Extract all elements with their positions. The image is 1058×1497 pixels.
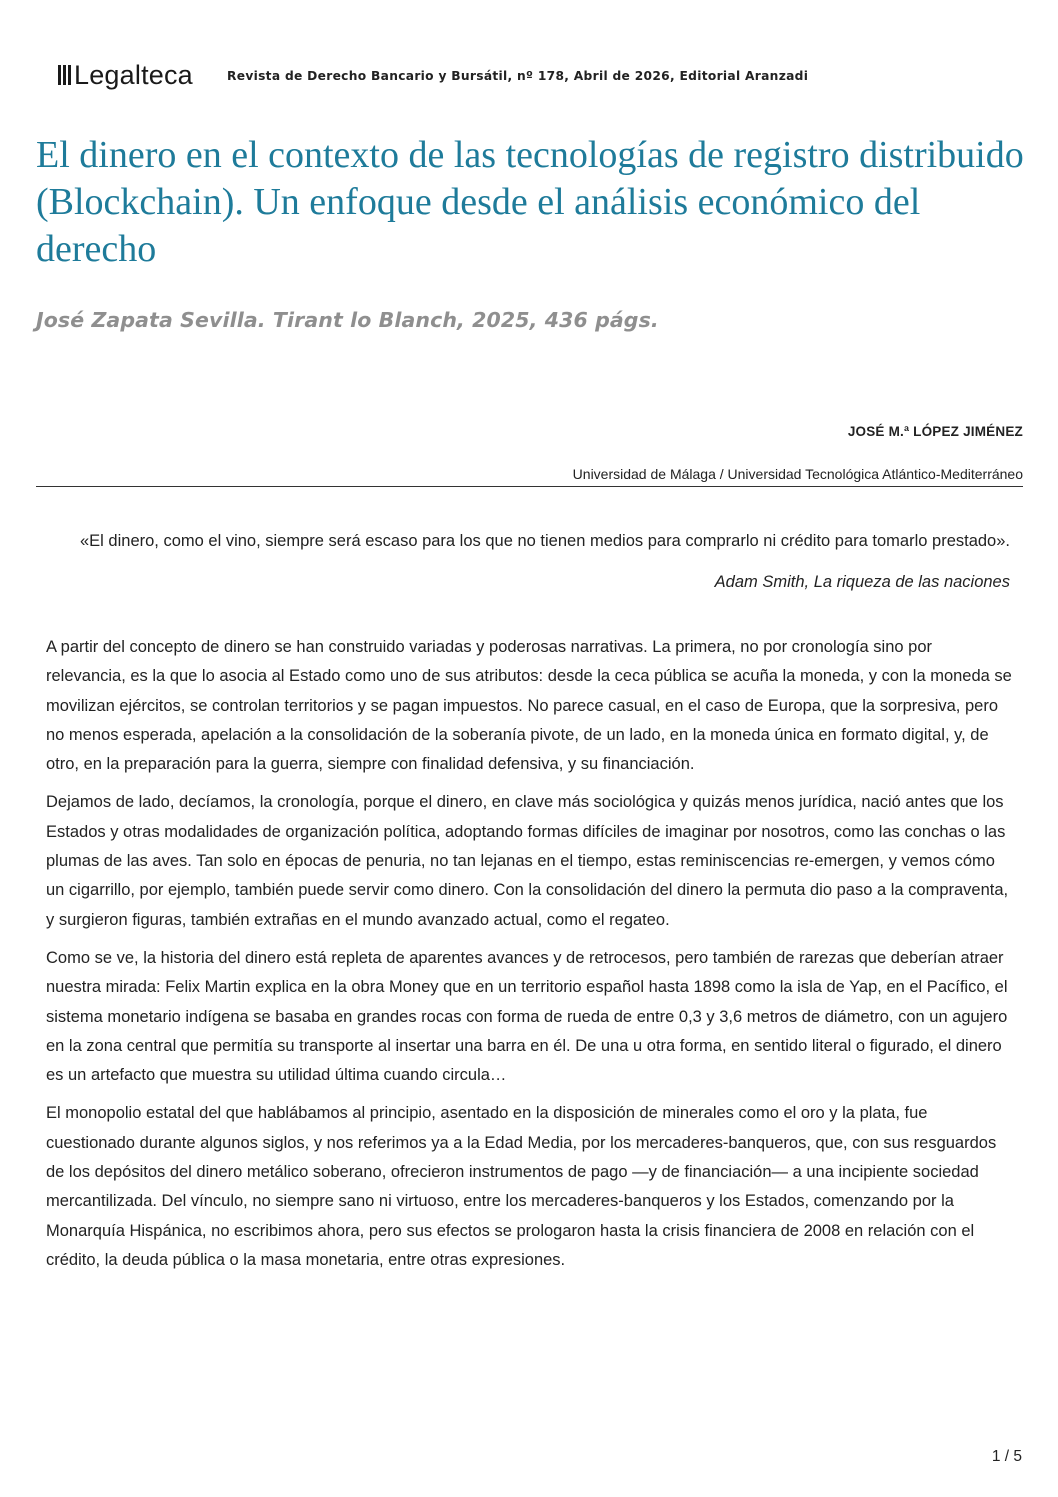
logo-text: Legalteca [74,59,193,90]
page-header [58,58,820,92]
author-name: JOSÉ M.ª LÓPEZ JIMÉNEZ [847,424,1023,439]
body-paragraph: Dejamos de lado, decíamos, la cronología, porque el dinero, en clave más sociológica y quizás menos jurídica, nació antes que los Estados y otras modalidades de organización política, adoptando formas difíciles de imaginar por nosotros, como las conchas o las plumas de las aves. Tan solo en épocas de penuria, no tan lejanas en el tiempo, estas reminiscencias re-emergen, y vemos cómo un cigarrillo, por ejemplo, también puede servir como dinero. Con la consolidación del dinero la permuta dio paso a la compraventa, y surgieron figuras, también extrañas en el mundo avanzado actual, como el regateo. [46,793,1009,929]
epigraph-quote: «El dinero, como el vino, siempre será escaso para los que no tienen medios para comprarlo ni crédito para tomarlo prestado». [80,532,1010,550]
page-number: 1 / 5 [991,1448,1022,1465]
article-title: El dinero en el contexto de las tecnologías de registro distribuido (Blockchain). Un enfoque desde el análisis económico del derecho [36,134,1024,270]
header-divider [36,486,1023,487]
author-affiliation: Universidad de Málaga / Universidad Tecnológica Atlántico-Mediterráneo [572,466,1023,482]
legalteca-logo[interactable] [58,60,193,91]
body-paragraph: Como se ve, la historia del dinero está repleta de aparentes avances y de retrocesos, pero también de rarezas que deberían atraer nuestra mirada: Felix Martin explica en la obra Money que en un territorio español hasta 1898 como la isla de Yap, en el Pacífico, el sistema monetario indígena se basaba en grandes rocas con forma de rueda de entre 0,3 y 3,6 metros de diámetro, con un agujero en la zona central que permitía su transporte al insertar una barra en él. De una u otra forma, en sentido literal o figurado, el dinero es un artefacto que muestra su utilidad última cuando circula… [46,948,1008,1085]
journal-citation: Revista de Derecho Bancario y Bursátil, nº 178, Abril de 2026, Editorial Aranzadi [226,67,809,83]
epigraph [46,527,1010,597]
epigraph-source: Adam Smith, La riqueza de las naciones [714,573,1010,591]
body-paragraph: A partir del concepto de dinero se han construido variadas y poderosas narrativas. La primera, no por cronología sino por relevancia, es la que lo asocia al Estado como uno de sus atributos: desde la ceca pública se acuña la moneda, y con la moneda se movilizan ejércitos, se controlan territorios y se pagan impuestos. No parece casual, en el caso de Europa, que la sorpresiva, pero no menos esperada, apelación a la consolidación de la soberanía pivote, de un lado, en la moneda única en formato digital, y, de otro, en la preparación para la guerra, siempre con finalidad defensiva, y su financiación. [46,638,1012,774]
logo-bars-icon [58,65,71,85]
body-paragraph: El monopolio estatal del que hablábamos al principio, asentado en la disposición de minerales como el oro y la plata, fue cuestionado durante algunos siglos, y nos referimos ya a la Edad Media, por los mercaderes-banqueros, que, con sus resguardos de los depósitos del dinero metálico soberano, ofrecieron instrumentos de pago —y de financiación— a una incipiente sociedad mercantilizada. Del vínculo, no siempre sano ni virtuoso, entre los mercaderes-banqueros y los Estados, comenzando por la Monarquía Hispánica, no escribimos ahora, pero sus efectos se prologaron hasta la crisis financiera de 2008 en relación con el crédito, la deuda pública o la masa monetaria, entre otras expresiones. [46,1104,997,1269]
book-reference: José Zapata Sevilla. Tirant lo Blanch, 2025, 436 págs. [36,308,659,332]
article-body [46,633,1014,1284]
